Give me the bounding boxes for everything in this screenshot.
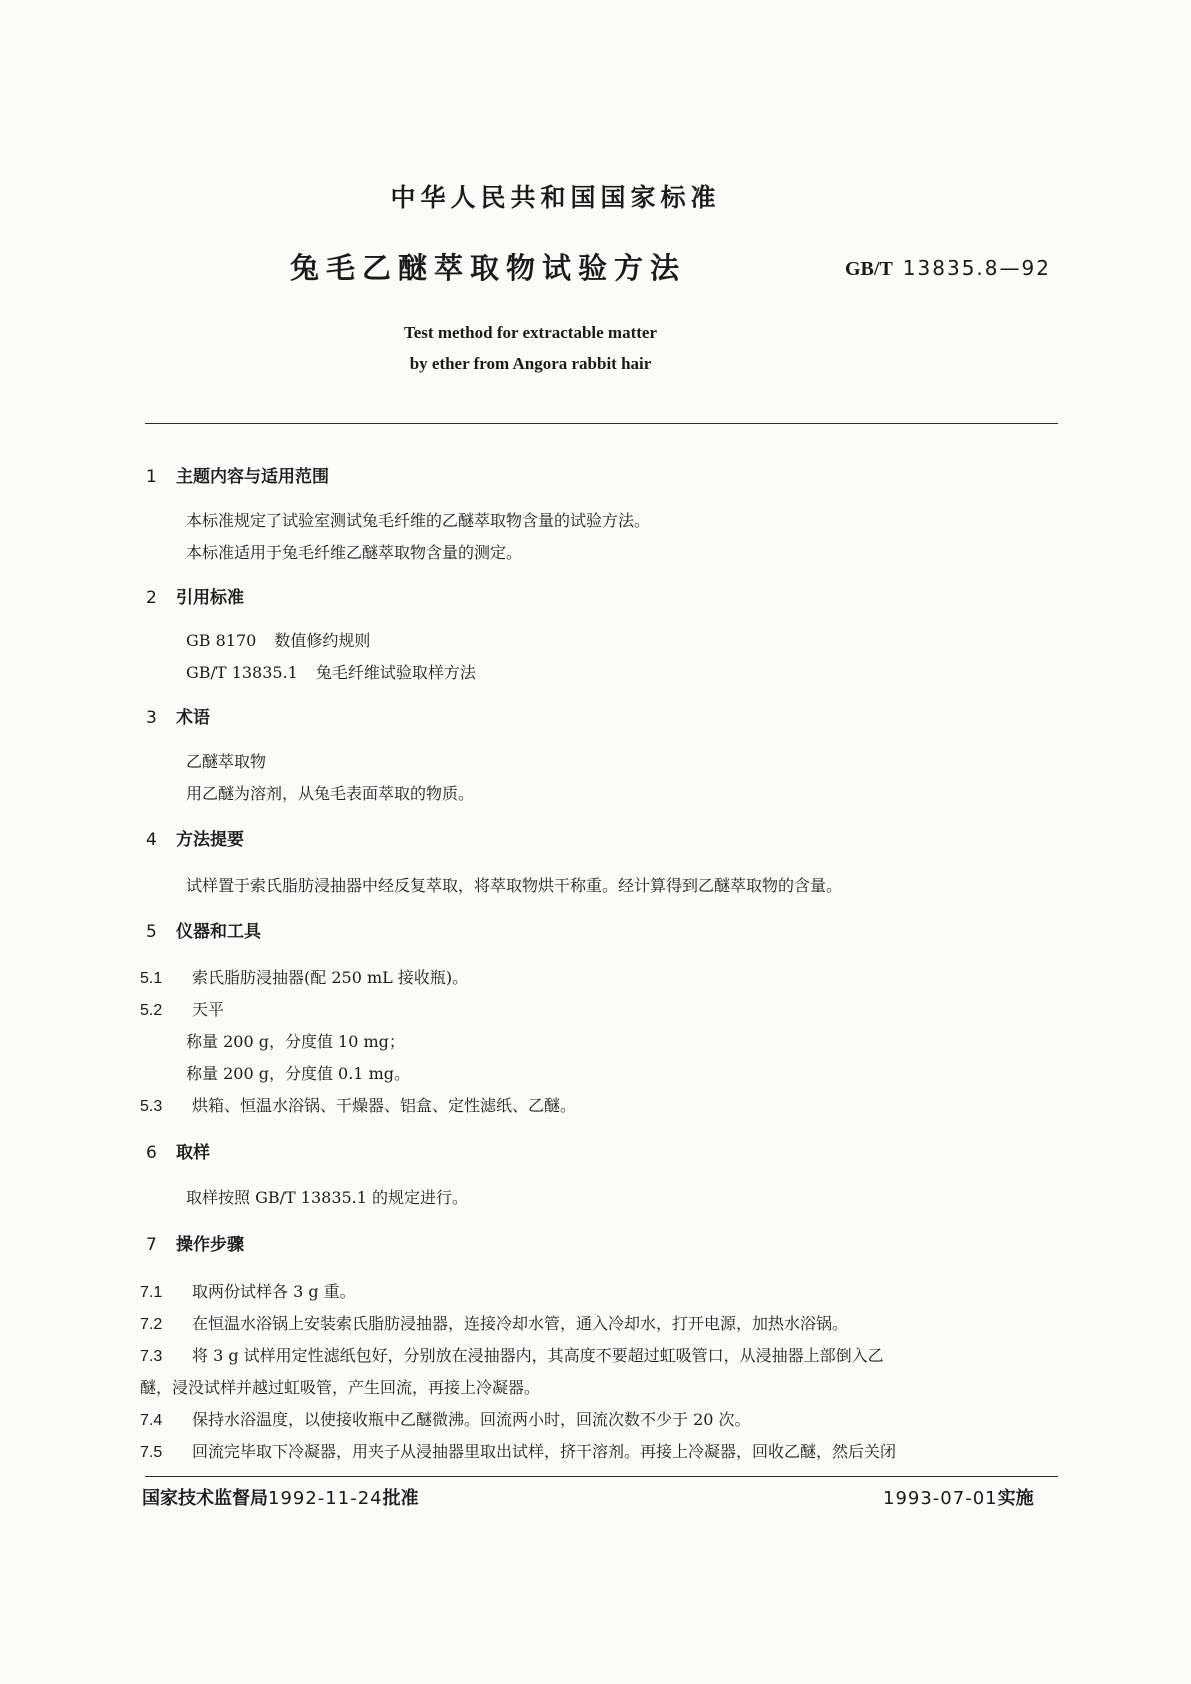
section-number: 1 <box>146 467 157 487</box>
section-number: 6 <box>146 1143 157 1163</box>
step-7-3-continued: 醚，浸没试样并越过虹吸管，产生回流，再接上冷凝器。 <box>140 1378 541 1397</box>
section-title: 操作步骤 <box>176 1235 244 1255</box>
reference-1 <box>186 628 370 651</box>
step-text: 取两份试样各 3 g 重。 <box>192 1282 356 1301</box>
item-text: 烘箱、恒温水浴锅、干燥器、铝盒、定性滤纸、乙醚。 <box>192 1096 577 1115</box>
standard-number <box>845 256 1051 281</box>
step-7-1 <box>140 1279 356 1302</box>
step-text: 在恒温水浴锅上安装索氏脂肪浸抽器，连接冷却水管，通入冷却水，打开电源，加热水浴锅。 <box>192 1314 849 1333</box>
section-number: 4 <box>146 830 157 850</box>
section-2-heading <box>146 583 244 608</box>
reference-code: GB 8170 <box>186 631 257 650</box>
step-number: 7.4 <box>140 1412 163 1429</box>
section-number: 2 <box>146 588 157 608</box>
section-title: 主题内容与适用范围 <box>176 467 329 487</box>
issuer: 国家技术监督局 <box>142 1488 268 1509</box>
reference-code: GB/T 13835.1 <box>186 663 298 682</box>
section-number: 3 <box>146 708 157 728</box>
step-number: 7.2 <box>140 1316 163 1333</box>
implementation-label: 实施 <box>997 1488 1034 1509</box>
item-text: 天平 <box>192 1000 225 1019</box>
item-5-3 <box>140 1093 576 1116</box>
step-text: 保持水浴温度，以使接收瓶中乙醚微沸。回流两小时，回流次数不少于 20 次。 <box>192 1410 751 1429</box>
section-6-heading <box>146 1138 210 1163</box>
reference-name: 数值修约规则 <box>274 631 371 650</box>
step-number: 7.5 <box>140 1444 163 1461</box>
item-number: 5.1 <box>140 970 163 987</box>
step-number: 7.1 <box>140 1284 163 1301</box>
reference-2 <box>186 660 476 683</box>
section-title: 仪器和工具 <box>176 922 261 942</box>
step-7-5 <box>140 1439 896 1462</box>
section-number: 7 <box>146 1235 157 1255</box>
step-7-3 <box>140 1343 884 1366</box>
document-title-en-line2: by ether from Angora rabbit hair <box>409 354 652 373</box>
document-title-cn: 兔毛乙醚萃取物试验方法 <box>290 251 687 285</box>
footer-divider <box>145 1476 1058 1477</box>
item-5-1 <box>140 965 468 988</box>
item-text: 索氏脂肪浸抽器(配 250 mL 接收瓶)。 <box>192 968 469 987</box>
section-1-heading <box>146 462 329 487</box>
section-3-heading <box>146 703 210 728</box>
national-standard-heading: 中华人民共和国国家标准 <box>390 183 721 212</box>
approval-date: 1992-11-24 <box>268 1488 383 1509</box>
balance-spec-1: 称量 200 g，分度值 10 mg； <box>186 1032 405 1051</box>
item-number: 5.2 <box>140 1002 163 1019</box>
reference-name: 兔毛纤维试验取样方法 <box>315 663 476 682</box>
section-7-heading <box>146 1230 244 1255</box>
step-text: 回流完毕取下冷凝器，用夹子从浸抽器里取出试样，挤干溶剂。再接上冷凝器，回收乙醚，然后关闭 <box>192 1442 897 1461</box>
section-1-paragraph-1: 本标准规定了试验室测试兔毛纤维的乙醚萃取物含量的试验方法。 <box>186 511 651 530</box>
document-title-en-line1: Test method for extractable matter <box>403 323 658 342</box>
section-title: 引用标准 <box>176 588 244 608</box>
header-divider <box>145 423 1058 424</box>
implementation-line <box>883 1484 1034 1510</box>
step-number: 7.3 <box>140 1348 163 1365</box>
section-5-heading <box>146 917 261 942</box>
standard-prefix: GB/T <box>845 258 893 280</box>
section-title: 术语 <box>176 708 210 728</box>
step-7-4 <box>140 1407 751 1430</box>
term-name: 乙醚萃取物 <box>186 752 267 771</box>
approval-label: 批准 <box>382 1488 419 1509</box>
section-4-paragraph: 试样置于索氏脂肪浸抽器中经反复萃取，将萃取物烘干称重。经计算得到乙醚萃取物的含量。 <box>186 876 843 895</box>
section-4-heading <box>146 825 244 850</box>
section-number: 5 <box>146 922 157 942</box>
standard-code: 13835.8—92 <box>902 256 1051 280</box>
implementation-date: 1993-07-01 <box>883 1488 998 1509</box>
step-text: 将 3 g 试样用定性滤纸包好，分别放在浸抽器内，其高度不要超过虹吸管口，从浸抽器上部倒入乙 <box>192 1346 884 1365</box>
item-5-2 <box>140 997 224 1020</box>
section-title: 方法提要 <box>176 830 244 850</box>
section-6-paragraph: 取样按照 GB/T 13835.1 的规定进行。 <box>186 1188 469 1207</box>
section-title: 取样 <box>176 1143 210 1163</box>
item-number: 5.3 <box>140 1098 163 1115</box>
term-definition: 用乙醚为溶剂，从兔毛表面萃取的物质。 <box>186 784 475 803</box>
approval-line <box>142 1484 419 1510</box>
step-7-2 <box>140 1311 848 1334</box>
balance-spec-2: 称量 200 g，分度值 0.1 mg。 <box>186 1064 410 1083</box>
section-1-paragraph-2: 本标准适用于兔毛纤维乙醚萃取物含量的测定。 <box>186 543 523 562</box>
